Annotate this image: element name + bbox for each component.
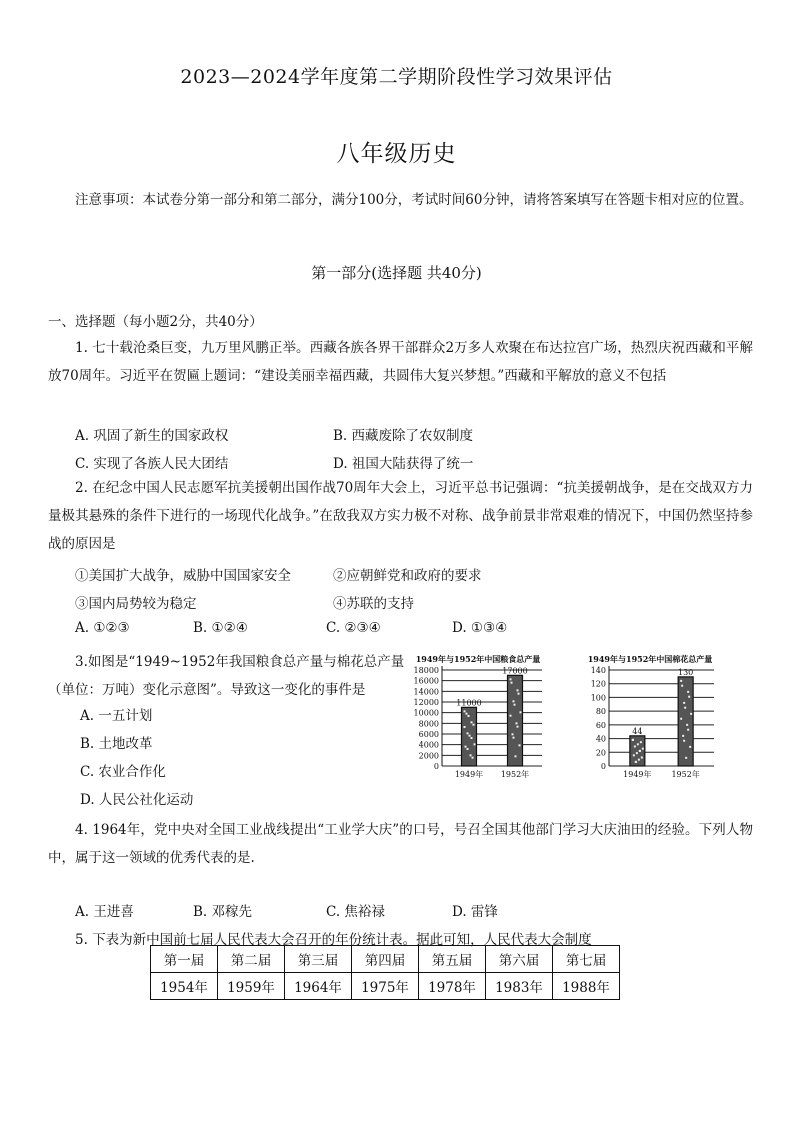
y-tick-label: 40 — [595, 734, 606, 744]
bar-texture — [471, 721, 473, 723]
bar-texture — [635, 761, 637, 763]
bar — [508, 675, 523, 766]
y-tick-label: 120 — [590, 679, 606, 689]
bar-texture — [466, 713, 468, 715]
table-header-cell: 第三届 — [285, 946, 352, 973]
y-tick-label: 80 — [595, 707, 606, 717]
question-2-stem: 2. 在纪念中国人民志愿军抗美援朝出国作战70周年大会上，习近平总书记强调：“抗美援朝战争，是在交战双方力量极其悬殊的条件下进行的一场现代化战争。”在敌我双方实力极不对称、战争前景非常艰难的情况下，中国仍然坚持参战的原因是 — [48, 480, 754, 552]
q4-option-a: A. 王进喜 — [75, 904, 134, 920]
exam-title: 2023—2024学年度第二学期阶段性学习效果评估 — [180, 66, 613, 88]
x-tick-label: 1949年 — [623, 770, 652, 779]
table-header-cell: 第四届 — [352, 946, 419, 973]
question-1-stem: 1. 七十载沧桑巨变，九万里风鹏正举。西藏各族各界干部群众2万多人欢聚在布达拉宫广场，热烈庆祝西藏和平解放70周年。习近平在贺匾上题词：“建设美丽幸福西藏，共圆伟大复兴梦想。”西藏和平解放的意义不包括 — [48, 340, 753, 384]
q3-option-c: C. 农业合作化 — [80, 764, 166, 780]
bar-texture — [517, 689, 519, 691]
bar-texture — [469, 735, 471, 737]
bar-texture — [468, 715, 470, 717]
bar-texture — [637, 743, 639, 745]
q2-statement-1: ①美国扩大战争，威胁中国国家安全 — [75, 568, 291, 584]
bar-texture — [467, 732, 469, 734]
bar-texture — [684, 707, 686, 709]
notice-text: 注意事项：本试卷分第一部分和第二部分，满分100分，考试时间60分钟，请将答案填写在答题卡相对应的位置。 — [75, 192, 753, 208]
q3-option-b: B. 土地改革 — [80, 736, 153, 752]
y-tick-label: 140 — [590, 666, 606, 675]
bar-texture — [464, 710, 466, 712]
table-header-cell: 第五届 — [419, 946, 486, 973]
question-3-stem: 3.如图是“1949~1952年我国粮食总产量与棉花总产量（单位：万吨）变化示意图”。导致这一变化的事件是 — [48, 654, 405, 698]
chart-title: 1949年与1952年中国棉花总产量 — [587, 654, 713, 664]
x-tick-label: 1949年 — [454, 770, 484, 779]
bar-texture — [514, 704, 516, 706]
q2-option-a: A. ①②③ — [75, 620, 130, 636]
chart-title: 1949年与1952年中国粮食总产量 — [415, 654, 541, 664]
q4-option-d: D. 雷锋 — [452, 904, 498, 920]
table-header-cell: 第一届 — [151, 946, 218, 973]
bar-texture — [516, 722, 518, 724]
table-header-cell: 第二届 — [218, 946, 285, 973]
bar-texture — [513, 700, 515, 702]
table-row — [151, 973, 620, 1000]
bar-texture — [471, 737, 473, 739]
y-tick-label: 18000 — [413, 666, 439, 675]
y-tick-label: 60 — [595, 720, 606, 730]
table-cell: 1978年 — [419, 973, 486, 1000]
bar-texture — [640, 741, 642, 743]
bar-texture — [472, 757, 474, 759]
bar-texture — [510, 715, 512, 717]
x-tick-label: 1952年 — [671, 770, 700, 779]
table-cell: 1988年 — [553, 973, 620, 1000]
q3-option-a: A. 一五计划 — [80, 708, 153, 724]
data-label: 17000 — [502, 666, 528, 676]
congress-years-table — [150, 945, 620, 1000]
q2-option-d: D. ①③④ — [452, 620, 508, 636]
bar-texture — [470, 754, 472, 756]
y-tick-label: 2000 — [418, 751, 439, 761]
q4-option-b: B. 邓稼先 — [193, 904, 253, 920]
bar-texture — [465, 746, 467, 748]
bar-texture — [688, 696, 690, 698]
q2-statement-2: ②应朝鲜党和政府的要求 — [333, 568, 482, 584]
bar-texture — [683, 740, 685, 742]
q4-option-c: C. 焦裕禄 — [326, 904, 385, 920]
q1-option-d: D. 祖国大陆获得了统一 — [333, 456, 474, 472]
bar — [678, 677, 693, 766]
bar-texture — [513, 737, 515, 739]
bar-texture — [641, 756, 643, 758]
bar-texture — [474, 743, 476, 745]
bar-texture — [632, 739, 634, 741]
y-tick-label: 14000 — [413, 687, 439, 697]
bar-texture — [639, 750, 641, 752]
bar-texture — [636, 752, 638, 754]
q2-statement-4: ④苏联的支持 — [333, 596, 414, 612]
bar-texture — [687, 691, 689, 693]
bar-texture — [690, 713, 692, 715]
data-label: 44 — [632, 726, 643, 736]
bar-texture — [518, 693, 520, 695]
bar-texture — [510, 678, 512, 680]
bar-texture — [685, 757, 687, 759]
y-tick-label: 16000 — [413, 676, 439, 686]
y-tick-label: 10000 — [413, 708, 439, 718]
q2-statement-3: ③国内局势较为稳定 — [75, 596, 197, 612]
bar-texture — [515, 755, 517, 757]
bar-texture — [467, 748, 469, 750]
data-label: 130 — [678, 667, 694, 677]
bar-texture — [512, 733, 514, 735]
production-charts — [410, 652, 745, 784]
bar-texture — [517, 726, 519, 728]
bar-texture — [511, 682, 513, 684]
table-header-cell: 第六届 — [486, 946, 553, 973]
q2-option-c: C. ②③④ — [326, 620, 381, 636]
cotton-chart — [588, 654, 714, 779]
bar-texture — [687, 729, 689, 731]
bar-texture — [682, 735, 684, 737]
table-cell: 1959年 — [218, 973, 285, 1000]
q1-option-b: B. 西藏废除了农奴制度 — [333, 428, 474, 444]
bar-texture — [680, 680, 682, 682]
table-cell: 1975年 — [352, 973, 419, 1000]
section-title: 第一部分(选择题 共40分) — [311, 264, 482, 282]
table-cell: 1964年 — [285, 973, 352, 1000]
bar-texture — [681, 685, 683, 687]
bar-texture — [633, 754, 635, 756]
bar-texture — [520, 711, 522, 713]
bar-texture — [683, 702, 685, 704]
bar-texture — [634, 745, 636, 747]
y-tick-label: 8000 — [418, 719, 439, 729]
section-heading: 一、选择题（每小题2分，共40分） — [48, 314, 263, 330]
question-5-stem: 5. 下表为新中国前七届人民代表大会召开的年份统计表。据此可知，人民代表大会制度 — [75, 932, 592, 948]
table-header-cell: 第七届 — [553, 946, 620, 973]
grain-chart — [414, 654, 542, 779]
table-header-row — [151, 946, 620, 973]
exam-subject: 八年级历史 — [336, 141, 457, 167]
x-tick-label: 1952年 — [500, 770, 530, 779]
q2-option-b: B. ①②④ — [193, 620, 248, 636]
bar-texture — [642, 748, 644, 750]
y-tick-label: 20 — [595, 748, 606, 758]
q1-option-a: A. 巩固了新生的国家政权 — [75, 428, 229, 444]
bar-texture — [686, 724, 688, 726]
question-4-stem: 4. 1964年，党中央对全国工业战线提出“工业学大庆”的口号，号召全国其他部门学习大庆油田的经验。下列人物中，属于这一领域的优秀代表的是. — [48, 822, 753, 866]
q3-option-d: D. 人民公社化运动 — [80, 792, 194, 808]
bar-texture — [473, 724, 475, 726]
bar-texture — [464, 726, 466, 728]
y-tick-label: 12000 — [413, 698, 439, 707]
y-tick-label: 4000 — [418, 740, 439, 750]
bar-texture — [519, 744, 521, 746]
y-tick-label: 0 — [433, 762, 439, 771]
y-tick-label: 6000 — [418, 730, 439, 739]
q1-option-c: C. 实现了各族人民大团结 — [75, 456, 229, 472]
bar-texture — [638, 759, 640, 761]
data-label: 11000 — [456, 698, 482, 708]
bar-texture — [689, 746, 691, 748]
bar-texture — [680, 718, 682, 720]
y-tick-label: 100 — [590, 693, 606, 703]
table-cell: 1983年 — [486, 973, 553, 1000]
table-cell: 1954年 — [151, 973, 218, 1000]
y-tick-label: 0 — [600, 762, 606, 771]
